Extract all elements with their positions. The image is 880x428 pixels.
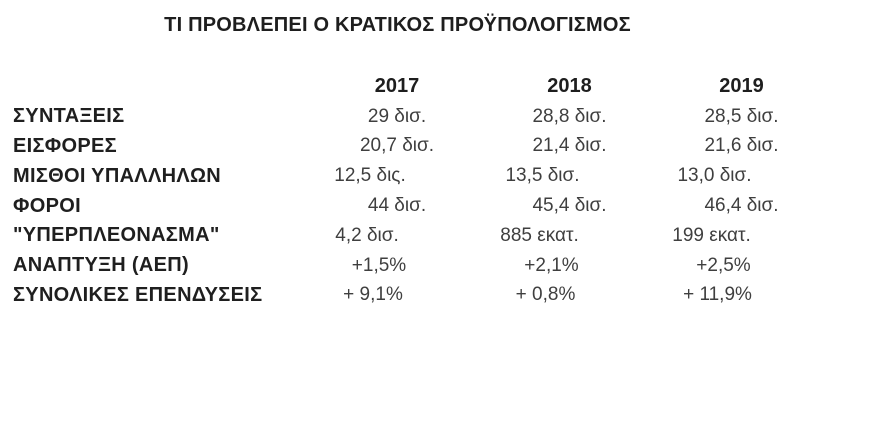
row-label: ΦΟΡΟΙ (13, 194, 81, 217)
cell-value: 28,8 δισ. (532, 105, 607, 127)
cell-value: 885 εκατ. (500, 224, 579, 246)
table-row-pensions (0, 102, 826, 132)
cell-value: 44 δισ. (367, 195, 427, 217)
table-row-taxes (0, 191, 826, 221)
cell-value: + 11,9% (683, 284, 752, 306)
budget-table (0, 72, 826, 310)
year-header-2017: 2017 (374, 75, 420, 98)
row-label: ΕΙΣΦΟΡΕΣ (13, 134, 117, 157)
cell-value: 13,0 δισ. (677, 165, 752, 187)
cell-value: 20,7 δισ. (359, 135, 435, 157)
cell-value: +2,1% (524, 254, 579, 276)
year-header-2018: 2018 (547, 75, 592, 98)
table-header-row (0, 72, 826, 102)
cell-value: +1,5% (351, 254, 407, 276)
table-row-salaries (0, 161, 826, 191)
row-label: ΑΝΑΠΤΥΞΗ (ΑΕΠ) (13, 254, 189, 277)
cell-value: +2,5% (696, 254, 751, 276)
table-row-contributions (0, 132, 826, 162)
year-header-2019: 2019 (719, 75, 764, 98)
cell-value: 45,4 δισ. (532, 195, 607, 217)
cell-value: 12,5 δις. (334, 165, 406, 187)
cell-value: 13,5 δισ. (505, 165, 580, 187)
cell-value: 29 δισ. (367, 105, 427, 127)
cell-value: 21,6 δισ. (704, 135, 779, 157)
cell-value: + 0,8% (515, 284, 576, 306)
table-row-growth (0, 251, 826, 281)
cell-value: 199 εκατ. (672, 224, 751, 246)
cell-value: 46,4 δισ. (704, 195, 779, 217)
row-label: ΣΥΝΟΛΙΚΕΣ ΕΠΕΝΔΥΣΕΙΣ (13, 283, 263, 306)
cell-value: 4,2 δισ. (335, 224, 399, 246)
row-label: "ΥΠΕΡΠΛΕΟΝΑΣΜΑ" (13, 224, 220, 247)
cell-value: + 9,1% (343, 284, 403, 306)
cell-value: 28,5 δισ. (704, 105, 779, 127)
row-label: ΣΥΝΤΑΞΕΙΣ (13, 105, 125, 128)
table-row-investments (0, 281, 826, 311)
page-title: ΤΙ ΠΡΟΒΛΕΠΕΙ Ο ΚΡΑΤΙΚΟΣ ΠΡΟΫΠΟΛΟΓΙΣΜΟΣ (164, 14, 631, 36)
table-row-surplus (0, 221, 826, 251)
row-label: ΜΙΣΘΟΙ ΥΠΑΛΛΗΛΩΝ (13, 164, 222, 187)
cell-value: 21,4 δισ. (532, 135, 607, 157)
